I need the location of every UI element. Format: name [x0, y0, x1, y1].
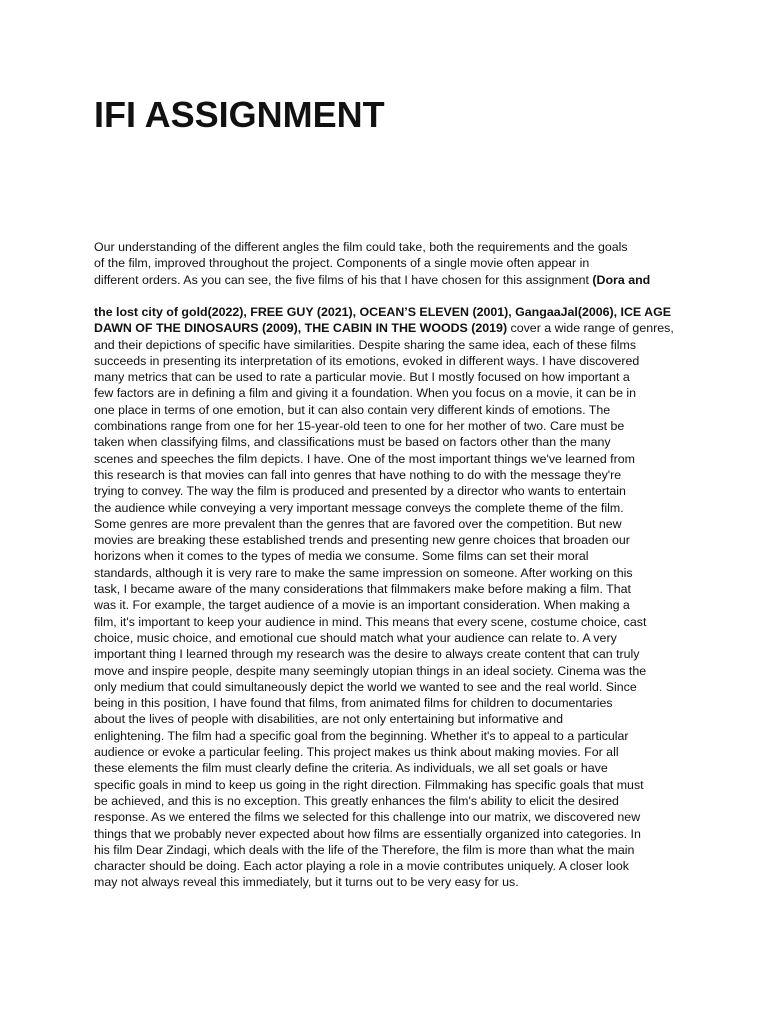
paragraph-line [94, 272, 680, 288]
paragraph-line: important thing I learned through my research was the desire to always create content that can truly [94, 647, 640, 662]
paragraph-line [94, 320, 680, 336]
paragraph-line-text: cover a wide range of genres, [507, 321, 674, 336]
paragraph-line: may not always reveal this immediately, but it turns out to be very easy for us. [94, 875, 519, 890]
paragraph-line: the audience while conveying a very important message conveys the complete theme of the film. [94, 500, 624, 515]
document-title: IFI ASSIGNMENT [94, 94, 385, 135]
paragraph-line: this research is that movies can fall into genres that have nothing to do with the message they're [94, 467, 622, 482]
intro-paragraph [94, 239, 680, 288]
paragraph-line: be achieved, and this is no exception. This greatly enhances the film's ability to elicit the desired [94, 793, 619, 808]
paragraph-line: character should be doing. Each actor playing a role in a movie contributes uniquely. A closer look [94, 859, 629, 874]
film-list-opening: (Dora and [588, 272, 651, 287]
paragraph-line: only medium that could simultaneously depict the world we wanted to see and the real world. Since [94, 679, 637, 694]
paragraph-line: Our understanding of the different angles the film could take, both the requirements and the goals [94, 240, 628, 254]
paragraph-line: taken when classifying films, and classifications must be based on factors other than the many [94, 435, 611, 450]
paragraph-line: Some genres are more prevalent than the genres that are favored over the competition. But new [94, 516, 622, 531]
paragraph-line: his film Dear Zindagi, which deals with the life of the Therefore, the film is more than what the main [94, 842, 635, 857]
paragraph-line: scenes and speeches the film depicts. I have. One of the most important things we've learned from [94, 451, 635, 466]
main-paragraph [94, 304, 680, 891]
paragraph-line: audience or evoke a particular feeling. This project makes us think about making movies. For all [94, 745, 619, 760]
paragraph-line: succeeds in presenting its interpretation of its emotions, evoked in different ways. I have discovered [94, 353, 640, 368]
paragraph-line: about the lives of people with disabilities, are not only entertaining but informative and [94, 712, 564, 727]
paragraph-line: movies are breaking these established trends and presenting new genre choices that broaden our [94, 533, 630, 548]
paragraph-line: these elements the film must clearly define the criteria. As individuals, we all set goals or have [94, 761, 608, 776]
paragraph-line: choice, music choice, and emotional cue should match what your audience can relate to. A very [94, 630, 617, 645]
film-list-line-2: DAWN OF THE DINOSAURS (2009), THE CABIN IN THE WOODS (2019) [94, 321, 508, 336]
paragraph-line: and their depictions of specific have similarities. Despite sharing the same idea, each of these films [94, 337, 637, 352]
paragraph-line: many metrics that can be used to rate a particular movie. But I mostly focused on how important a [94, 370, 630, 385]
paragraph-line: of the film, improved throughout the project. Components of a single movie often appear in [94, 256, 590, 271]
paragraph-line: being in this position, I have found that films, from animated films for children to documentaries [94, 696, 613, 711]
paragraph-line: was it. For example, the target audience of a movie is an important consideration. When making a [94, 598, 630, 613]
paragraph-line: film, it's important to keep your audience in mind. This means that every scene, costume choice, cast [94, 614, 647, 629]
paragraph-line: combinations range from one for her 15-year-old teen to one for her mother of two. Care must be [94, 419, 625, 434]
paragraph-line: task, I became aware of the many considerations that filmmakers make before making a film. That [94, 582, 631, 597]
paragraph-line: one place in terms of one emotion, but it can also contain very different kinds of emotions. The [94, 402, 611, 417]
paragraph-line: specific goals in mind to keep us going in the right direction. Filmmaking has specific goals that must [94, 777, 644, 792]
paragraph-line-text: different orders. As you can see, the five films of his that I have chosen for this assignment [94, 272, 589, 287]
paragraph-line: few factors are in defining a film and giving it a foundation. When you focus on a movie, it can be in [94, 386, 637, 401]
paragraph-line: things that we probably never expected about how films are essentially organized into categories. In [94, 826, 641, 841]
film-list-line-1: the lost city of gold(2022), FREE GUY (2021), OCEAN’S ELEVEN (2001), GangaaJal(2006), ICE AGE [94, 305, 672, 319]
paragraph-line: enlightening. The film had a specific goal from the beginning. Whether it's to appeal to a particular [94, 728, 629, 743]
paragraph-line: standards, although it is very rare to make the same impression on someone. After working on this [94, 565, 633, 580]
paragraph-line: response. As we entered the films we selected for this challenge into our matrix, we discovered new [94, 810, 641, 825]
paragraph-line: horizons when it comes to the types of media we consume. Some films can set their moral [94, 549, 589, 564]
paragraph-line: move and inspire people, despite many seemingly utopian things in an ideal society. Cinema was the [94, 663, 647, 678]
paragraph-line: trying to convey. The way the film is produced and presented by a director who wants to entertain [94, 484, 626, 499]
